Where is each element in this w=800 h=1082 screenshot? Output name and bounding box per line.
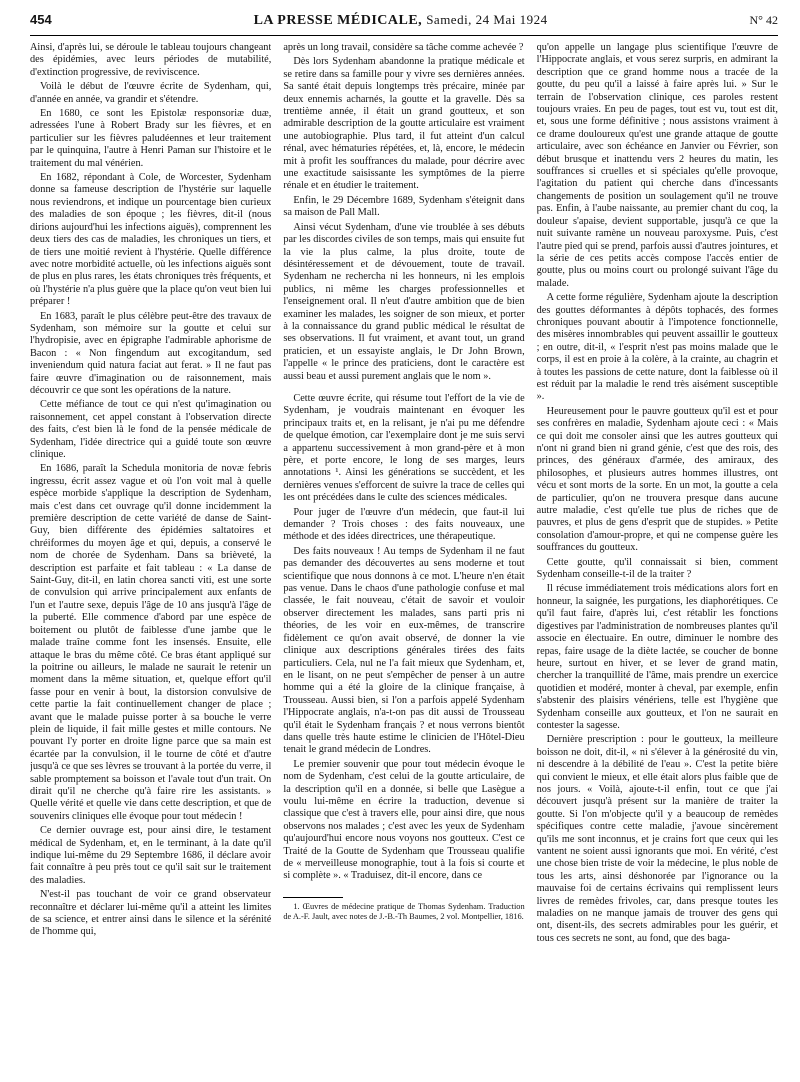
- paragraph: Ainsi, d'après lui, se déroule le tableau toujours changeant des épidémies, avec leurs périodes de mutabilité, d'extinction progressive, de reviviscence.: [30, 42, 272, 78]
- footnote-rule: [283, 897, 343, 898]
- column-2: [283, 42, 524, 1082]
- column-1: [30, 42, 271, 1082]
- paragraph: Cette goutte, qu'il connaissait si bien, comment Sydenham conseille-t-il de la traiter ?: [536, 556, 778, 581]
- paragraph: Ce dernier ouvrage est, pour ainsi dire, le testament médical de Sydenham, et, en le terminant, à la date qu'il indique lui-même du 29 Septembre 1686, il déclare avoir fait connaître à peu près tout ce qu'il sait sur le traitement des maladies.: [30, 825, 272, 886]
- paragraph: Voilà le début de l'œuvre écrite de Sydenham, qui, d'année en année, va grandir et s'étendre.: [30, 81, 272, 105]
- issue-number: N° 42: [749, 13, 778, 27]
- paragraph: Ainsi vécut Sydenham, d'une vie troublée à ses débuts par les discordes civiles de son temps, mais qui ensuite fut la vie la plus calme, la plus droite, toute de désintéressement et de dévouement, toute de travail. Sydenham ne rechercha ni les honneurs, ni les emplois publics, ni même les charges professionnelles et l'enseignement oral. Il n'eut d'autre ambition que de bien examiner les malades, les soigner de son mieux, et porter à la connaissance du grand public médical le résultat de ses observations. Il fut vraiment, et avant tout, un grand praticien, et un essayiste anglais, le Dr John Brown, l'appelle « le prince des praticiens, dont le caractère est aussi beau et aussi purement anglais que le nom ».: [283, 221, 525, 382]
- journal-name: LA PRESSE MÉDICALE,: [253, 13, 423, 28]
- paragraph: Cette méfiance de tout ce qui n'est qu'imagination ou raisonnement, cet appel constant à l'observation directe des faits, c'est bien là le fond de la pensée médicale de Sydenham, l'idée directrice qui a guidé toute son œuvre clinique.: [30, 399, 272, 460]
- paragraph: En 1683, paraît le plus célèbre peut-être des travaux de Sydenham, son mémoire sur la goutte et celui sur l'hydropisie, avec en épigraphe l'admirable aphorisme de Bacon : « Non fingendum aut excogitandum, sed inveniendum quid natura faciat aut ferat. » Il ne faut pas faire œuvre d'imagination ou de raisonnement, mais découvrir ce que sont les opérations de la nature.: [30, 310, 272, 396]
- paragraph: après un long travail, considère sa tâche comme achevée ?: [283, 42, 524, 53]
- page-number: 454: [30, 12, 52, 27]
- paragraph: En 1686, paraît la Schedula monitoria de novæ febris ingressu, écrit assez vague et où l'on voit mal à quelle espèce morbide s'applique la description de Sydenham, mais c'est dans cet ouvrage qu'il donne incidemment la première description de cette variété de danse de Saint-Guy, bien différente des épidémies saltatoires et chréiformes du moyen âge et qui, depuis, a conservé le nom de chorée de Sydenham. Dans sa brièveté, la description est parfaite et fait tableau : « La danse de Saint-Guy, dit-il, en latin chorea sancti viti, est une sorte de convulsion qui arrive principalement aux enfants de l'un et l'autre sexe, depuis l'âge de 10 ans jusqu'à l'âge de la puberté. Elle commence d'abord par une espèce de boitement ou plutôt de faiblesse d'une jambe que le malade traîne comme font les insensés. Ensuite, elle attaque le bras du même côté. Ce bras étant appliqué sur la poitrine ou ailleurs, le malade ne saurait le retenir un moment dans la même situation, et, quelque effort qu'il fasse pour en venir à bout, la distorsion convulsive de cette partie la fait continuellement changer de place ; avant que le malade puisse porter à sa bouche le verre plein de liquide, il fait mille gestes et mille contours. Ne pouvant l'y porter en droite ligne parce que sa main est écartée par la convulsion, il le tourne de côté et d'autre jusqu'à ce que ses lèvres se trouvant à la portée du verre, il sable promptement sa boisson et l'avale tout d'un trait. On dirait qu'il ne cherche qu'à faire rire les assistants. » Quelle vérité et quelle vie dans cette description, et que de souvenirs cliniques elle évoque pour tout médecin !: [30, 463, 272, 822]
- paragraph: Enfin, le 29 Décembre 1689, Sydenham s'éteignit dans sa maison de Pall Mall.: [283, 194, 525, 219]
- paragraph: Heureusement pour le pauvre goutteux qu'il est et pour ses confrères en maladie, Sydenham ajoute ceci : « Mais ce qui doit me consoler ainsi que les autres goutteux qui n'ont ni grand bien ni grand génie, c'est que des rois, des princes, des généraux d'armée, des amiraux, des philosophes, et plusieurs autres hommes illustres, ont vécu et sont morts de la sorte. En un mot, la goutte a cela de particulier, qu'on ne trouvera presque dans aucune autre maladie, c'est qu'elle tue plus de riches que de pauvres, et plus de gens d'esprit que de stupides. » Petite consolation d'amour-propre, et qui ne compense guère les souffrances du goutteux.: [536, 405, 778, 554]
- column-3: [537, 42, 778, 1082]
- paragraph: Cette œuvre écrite, qui résume tout l'effort de la vie de Sydenham, je voudrais maintenant en évoquer les principaux traits et, en la relisant, je n'ai pu me défendre de quelque émotion, car l'exemplaire dont je me suis servi a appartenu successivement à mon grand-père et à mon père, et porte encore, le long de ses marges, leurs annotations ¹. Ainsi les générations se succèdent, et les dernières venues s'efforcent de suivre la trace de celles qui les ont précédées dans le culte des sciences médicales.: [283, 392, 525, 504]
- paragraph: Le premier souvenir que pour tout médecin évoque le nom de Sydenham, c'est celui de la goutte articulaire, de la description qu'il en a donnée, si belle que Lasègue a voulu lui-même en écrire la traduction, devenue si classique que c'est à travers elle, pour ainsi dire, que nous observons nos malades ; c'est avec les yeux de Sydenham qu'aujourd'hui encore nous voyons nos goutteux. C'est ce Traité de la Goutte de Sydenham que Trousseau qualifie de « merveilleuse monographie, tout à la fois si courte et si complète ». « Traduisez, dit-il encore, dans ce: [283, 758, 525, 882]
- paragraph: Dès lors Sydenham abandonne la pratique médicale et se retire dans sa famille pour y vivre ses dernières années. Sa santé était depuis longtemps très précaire, minée par deux ennemis acharnés, la goutte et la gravelle. Dès sa trentième année, il était un grand goutteux, et son admirable description de la goutte articulaire est vraiment une autobiographie. Plus tard, il fut atteint d'un calcul rénal, avec hématuries répétées, et, là, encore, le médecin mit à profit les souffrances du malade, pour décrire avec une exactitude saisissante les symptômes de la pierre rénale et en étudier le traitement.: [283, 56, 525, 192]
- paragraph: En 1682, répondant à Cole, de Worcester, Sydenham donne sa fameuse description de l'hystérie sur laquelle nous reviendrons, et indique un pourcentage bien curieux des maladies de son époque ; les fièvres, dit-il (nous dirions aujourd'hui les infections aiguës), comprennent les deux tiers des cas de maladies, les chroniques un tiers, et de tiers une moitié revient à l'hystérie. Quelle différence avec notre morbidité actuelle, où les infections aiguës sont de plus en plus rares, les états chroniques très fréquents, et où l'hystérie n'a plus guère que la place qu'on veut bien lui préparer !: [30, 172, 272, 308]
- paragraph: En 1680, ce sont les Epistolæ responsoriæ duæ, adressées l'une à Robert Brady sur les fièvres, et en particulier sur les fièvres paludéennes et leur traitement par le quinquina, l'autre à Henri Paman sur l'histoire et le traitement du mal vénérien.: [30, 108, 272, 169]
- paragraph: N'est-il pas touchant de voir ce grand observateur reconnaître et déclarer lui-même qu'il a atteint les limites de sa science, et entrer ainsi dans le silence et la sérénité de l'homme qui,: [30, 889, 272, 938]
- footnote: 1. Œuvres de médecine pratique de Thomas Sydenham. Traduction de A.-F. Jault, avec notes de J.-B.-Th Baumes, 2 vol. Montpellier, 1816.: [283, 901, 525, 921]
- article-columns: [30, 42, 778, 1082]
- paragraph: Dernière prescription : pour le goutteux, la meilleure boisson ne doit, dit-il, « ni s'élever à la générosité du vin, ni descendre à la débilité de l'eau ». C'est la petite bière qui convient le mieux, et elle était alors plus faible que de nos jours. « Voilà, ajoute-t-il enfin, tout ce que j'ai découvert jusqu'à présent sur la manière de traiter la goutte. Si l'on m'objecte qu'il y a beaucoup de remèdes spécifiques contre cette maladie, j'avoue sincèrement qu'ils me sont inconnus, et je crains fort que ceux qui les vantent ne soient aussi ignorants que moi. En vérité, c'est une chose bien triste de voir la médecine, le plus noble de tous les arts, ainsi déshonorée par l'ignorance ou la mauvaise foi de certains écrivains qui remplissent leurs livres de remèdes frivoles, car, dans presque toutes les maladies on ne manque jamais de trouver des gens qui ont, disent-ils, des secrets admirables pour les guérir, et tous ces secrets ne sont, au fond, que des baga-: [536, 734, 778, 944]
- journal-title: [254, 14, 548, 27]
- paragraph: Des faits nouveaux ! Au temps de Sydenham il ne faut pas demander des découvertes au sens moderne et tout scientifique que nous donnons à ce mot. L'heure n'en était pas venue. Dans le chaos d'une pathologie confuse et mal classée, le fait nouveau, c'était de savoir et vouloir observer directement les malades, sans parti pris ni théories, de les voir en eux-mêmes, de transcrire fidèlement ce qu'on avait observé, de donner la vie clinique aux descriptions générales tirées des faits particuliers. Cela, nul ne l'a fait mieux que Sydenham, et, en le lisant, on ne peut s'empêcher de penser à un autre homme qui a été la gloire de la clinique française, à Trousseau. Aussi bien, si l'on a parfois appelé Sydenham l'Hippocrate anglais, n'a-t-on pas dit aussi de Trousseau qu'il était le Sydenham français ? et nous verrons bientôt dans quelle très haute estime le clinicien de l'Hôtel-Dieu tenait le grand médecin de Londres.: [283, 545, 525, 756]
- page-header: [30, 14, 778, 32]
- paragraph: A cette forme régulière, Sydenham ajoute la description des gouttes déformantes à dépôts tophacés, des formes chroniques pouvant aboutir à l'impotence fonctionnelle, des misères innombrables qui peuvent assaillir le goutteux ; en outre, dit-il, « l'esprit n'est pas moins malade que le corps, il est en proie à la colère, à la crainte, au chagrin et à toutes les passions de cette nature, dont la faiblesse où il est réduit par la maladie le rend très aisément susceptible ».: [536, 292, 778, 403]
- header-rule: [30, 35, 778, 36]
- paragraph: qu'on appelle un langage plus scientifique l'œuvre de l'Hippocrate anglais, et vous serez surpris, en admirant la description que ce grand homme nous a tracée de la goutte, du peu qu'il a laissé à faire après lui. » Sur le terrain de l'observation clinique, ces paroles restent toujours vraies. En peu de pages, tout est vu, tout est dit, et, sous une forme définitive ; nous assistons vraiment à ce drame douloureux qu'est une grande attaque de goutte articulaire, avec son échéance en Janvier ou Février, son début brusque et inattendu vers 2 heures du matin, les souffrances si cruelles et si spéciales qu'elle provoque, l'agitation du patient qui cherche dans d'incessants changements de position un soulagement qu'il ne trouve pas. Enfin, à l'aube naissante, au premier chant du coq, la douleur s'apaise, devient supportable, jusqu'à ce que la nuit suivante ramène un nouveau paroxysme. Puis, c'est l'autre pied qui se prend, parfois aussi d'autres jointures, et la série de ces petits accès compose l'accès entier de goutte, plus ou moins court ou prolongé suivant l'âge du malade.: [536, 42, 778, 289]
- paragraph: Il récuse immédiatement trois médications alors fort en honneur, la saignée, les purgations, les diaphorétiques. Ce qu'il faut faire, d'après lui, c'est rétablir les fonctions digestives par l'administration de nombreuses plantes qu'il associe en électuaire. En outre, diminuer le nombre des repas, faire usage de la diète lactée, se coucher de bonne heure, surtout en hiver, et se lever de grand matin, chercher la tranquillité de l'âme, mais prendre un exercice quotidien et modéré, monter à cheval, par exemple, enfin s'abstenir des plaisirs vénériens, telle est l'hygiène que Sydenham conseille aux goutteux, et l'on ne saurait en contester la sagesse.: [536, 583, 778, 731]
- paragraph: Pour juger de l'œuvre d'un médecin, que faut-il lui demander ? Trois choses : des faits nouveaux, une méthode et des idées directrices, une thérapeutique.: [283, 506, 525, 543]
- issue-date: Samedi, 24 Mai 1924: [426, 12, 548, 27]
